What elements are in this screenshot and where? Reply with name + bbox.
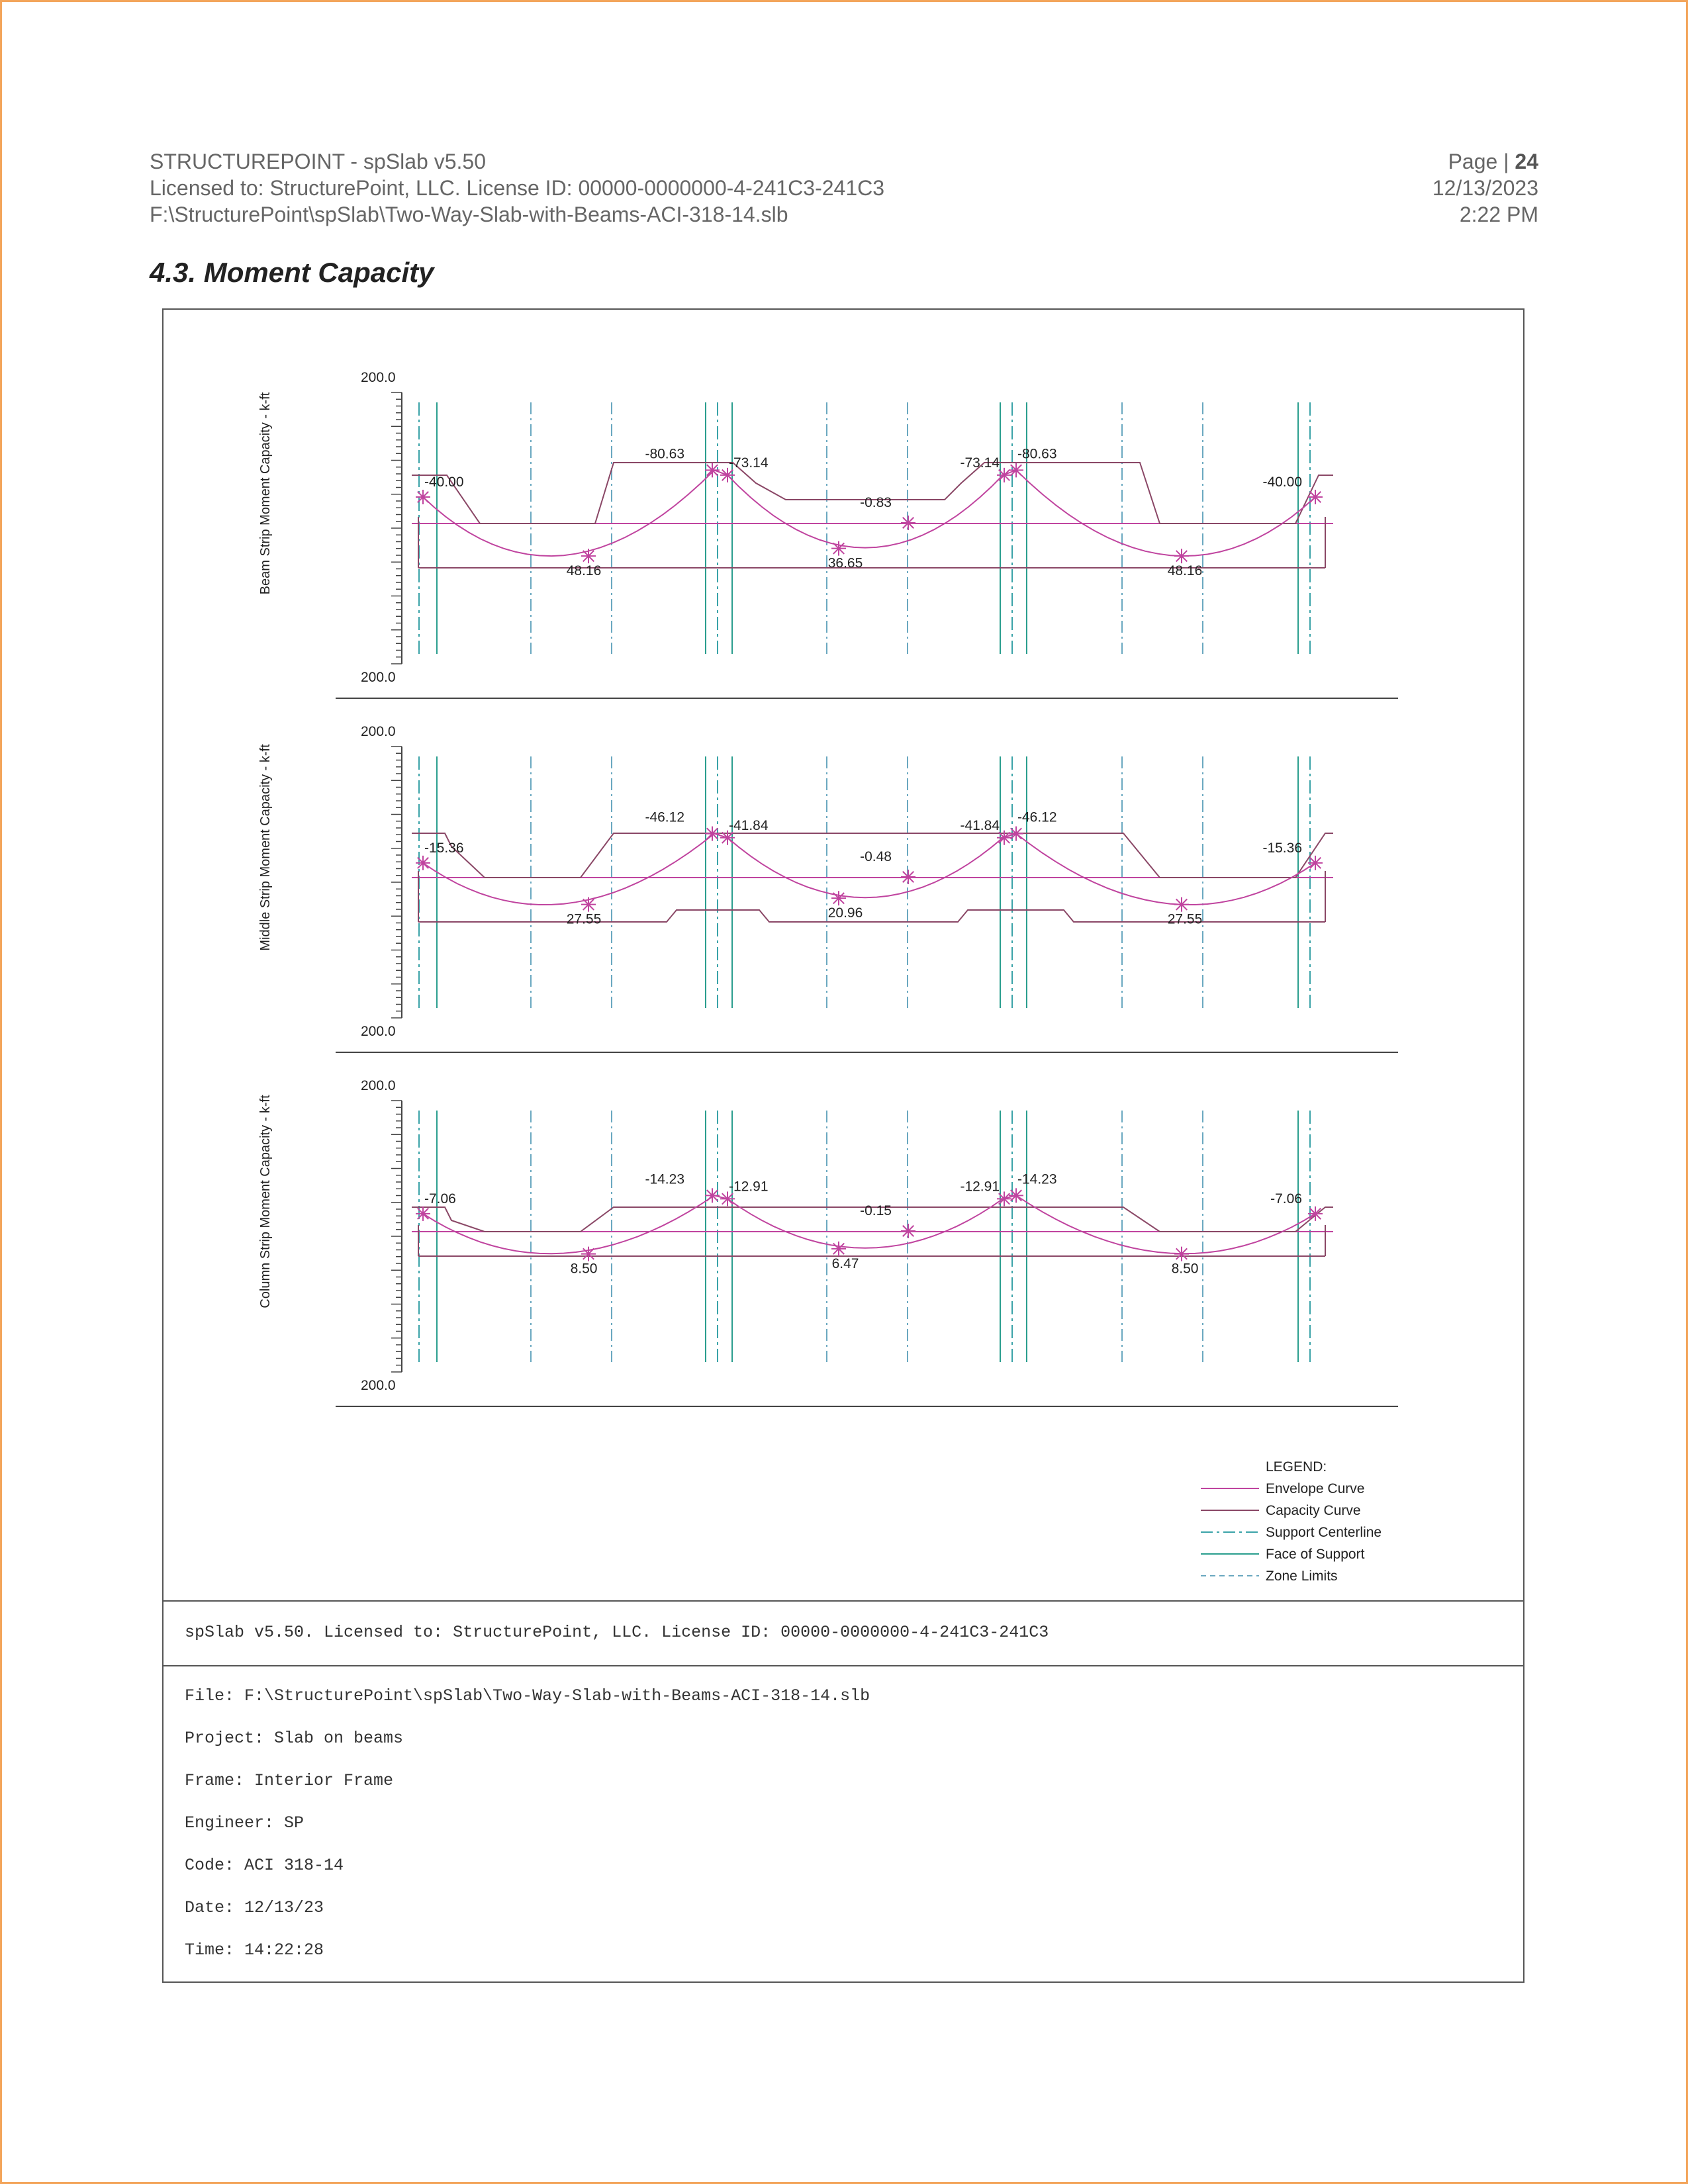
envelope-value-label: 27.55 bbox=[1167, 911, 1203, 927]
page-indicator bbox=[1432, 148, 1538, 175]
envelope-value-label: -7.06 bbox=[1270, 1191, 1302, 1206]
header-app-line: STRUCTUREPOINT - spSlab v5.50 bbox=[150, 150, 486, 173]
license-row bbox=[164, 1600, 1523, 1666]
y-axis-top-label: 200.0 bbox=[361, 1078, 396, 1093]
header-time: 2:22 PM bbox=[1459, 203, 1538, 226]
legend-item-label: Support Centerline bbox=[1266, 1525, 1382, 1540]
header-file-line: F:\StructurePoint\spSlab\Two-Way-Slab-with-Beams-ACI-318-14.slb bbox=[150, 203, 788, 226]
y-axis-top-label: 200.0 bbox=[361, 724, 396, 739]
envelope-value-label: -15.36 bbox=[424, 840, 464, 856]
legend-item-label: Capacity Curve bbox=[1266, 1503, 1361, 1518]
info-file: File: F:\StructurePoint\spSlab\Two-Way-Slab-with-Beams-ACI-318-14.slb bbox=[185, 1686, 870, 1706]
info-project: Project: Slab on beams bbox=[185, 1729, 404, 1748]
envelope-value-label: -41.84 bbox=[960, 817, 1000, 833]
y-axis-bottom-label: 200.0 bbox=[361, 1024, 396, 1039]
envelope-value-label: -40.00 bbox=[1262, 475, 1302, 490]
envelope-value-label: -15.36 bbox=[1262, 840, 1302, 856]
legend-title: LEGEND: bbox=[1266, 1459, 1327, 1475]
envelope-value-label: -12.91 bbox=[729, 1179, 769, 1195]
envelope-value-label: 8.50 bbox=[570, 1261, 598, 1277]
envelope-value-label: -0.48 bbox=[860, 849, 892, 864]
y-axis-title: Middle Strip Moment Capacity - k-ft bbox=[258, 744, 273, 951]
envelope-value-label: 20.96 bbox=[827, 905, 863, 921]
envelope-value-label: -46.12 bbox=[1017, 809, 1057, 825]
y-axis-title: Beam Strip Moment Capacity - k-ft bbox=[258, 392, 273, 595]
license-text: spSlab v5.50. Licensed to: StructurePoint, LLC. License ID: 00000-0000000-4-241C3-241C3 bbox=[185, 1623, 1049, 1642]
envelope-value-label: -41.84 bbox=[729, 817, 769, 833]
report-box bbox=[162, 308, 1524, 1983]
y-axis-bottom-label: 200.0 bbox=[361, 670, 396, 685]
envelope-value-label: 48.16 bbox=[1167, 563, 1203, 579]
page-label: Page | bbox=[1448, 150, 1515, 173]
capacity-curve-negative bbox=[412, 463, 1333, 523]
header-date: 12/13/2023 bbox=[1432, 176, 1538, 200]
info-engineer: Engineer: SP bbox=[185, 1813, 305, 1833]
info-code: Code: ACI 318-14 bbox=[185, 1856, 344, 1875]
envelope-value-label: -73.14 bbox=[729, 455, 769, 471]
legend-item-label: Zone Limits bbox=[1266, 1569, 1338, 1584]
info-time: Time: 14:22:28 bbox=[185, 1940, 324, 1960]
envelope-value-label: 6.47 bbox=[831, 1255, 859, 1271]
page-number: 24 bbox=[1515, 150, 1538, 173]
section-title: 4.3. Moment Capacity bbox=[150, 257, 434, 288]
y-axis-top-label: 200.0 bbox=[361, 370, 396, 385]
envelope-value-label: -73.14 bbox=[960, 455, 1000, 471]
envelope-value-label: -46.12 bbox=[645, 809, 684, 825]
envelope-value-label: -0.15 bbox=[860, 1203, 892, 1218]
envelope-value-label: -7.06 bbox=[424, 1191, 456, 1206]
legend-item-label: Face of Support bbox=[1266, 1547, 1365, 1562]
moment-capacity-chart bbox=[164, 310, 1523, 1600]
envelope-value-label: 36.65 bbox=[827, 555, 863, 571]
document-header-left bbox=[150, 148, 884, 228]
envelope-value-label: 48.16 bbox=[566, 563, 602, 579]
envelope-value-label: -14.23 bbox=[1017, 1171, 1057, 1187]
y-axis-bottom-label: 200.0 bbox=[361, 1378, 396, 1393]
envelope-value-label: -80.63 bbox=[1017, 446, 1057, 462]
envelope-value-label: -40.00 bbox=[424, 475, 464, 490]
info-frame: Frame: Interior Frame bbox=[185, 1771, 394, 1790]
envelope-value-label: -14.23 bbox=[645, 1171, 684, 1187]
envelope-curve bbox=[423, 834, 1315, 905]
envelope-curve bbox=[423, 470, 1315, 556]
header-license-line: Licensed to: StructurePoint, LLC. License ID: 00000-0000000-4-241C3-241C3 bbox=[150, 176, 885, 200]
info-date: Date: 12/13/23 bbox=[185, 1898, 324, 1917]
legend-item-label: Envelope Curve bbox=[1266, 1481, 1365, 1496]
envelope-value-label: 8.50 bbox=[1171, 1261, 1199, 1277]
y-axis-title: Column Strip Moment Capacity - k-ft bbox=[258, 1095, 273, 1308]
document-header-right bbox=[1432, 148, 1538, 228]
envelope-value-label: -12.91 bbox=[960, 1179, 1000, 1195]
envelope-value-label: 27.55 bbox=[566, 911, 602, 927]
envelope-value-label: -80.63 bbox=[645, 446, 684, 462]
envelope-value-label: -0.83 bbox=[860, 495, 892, 510]
